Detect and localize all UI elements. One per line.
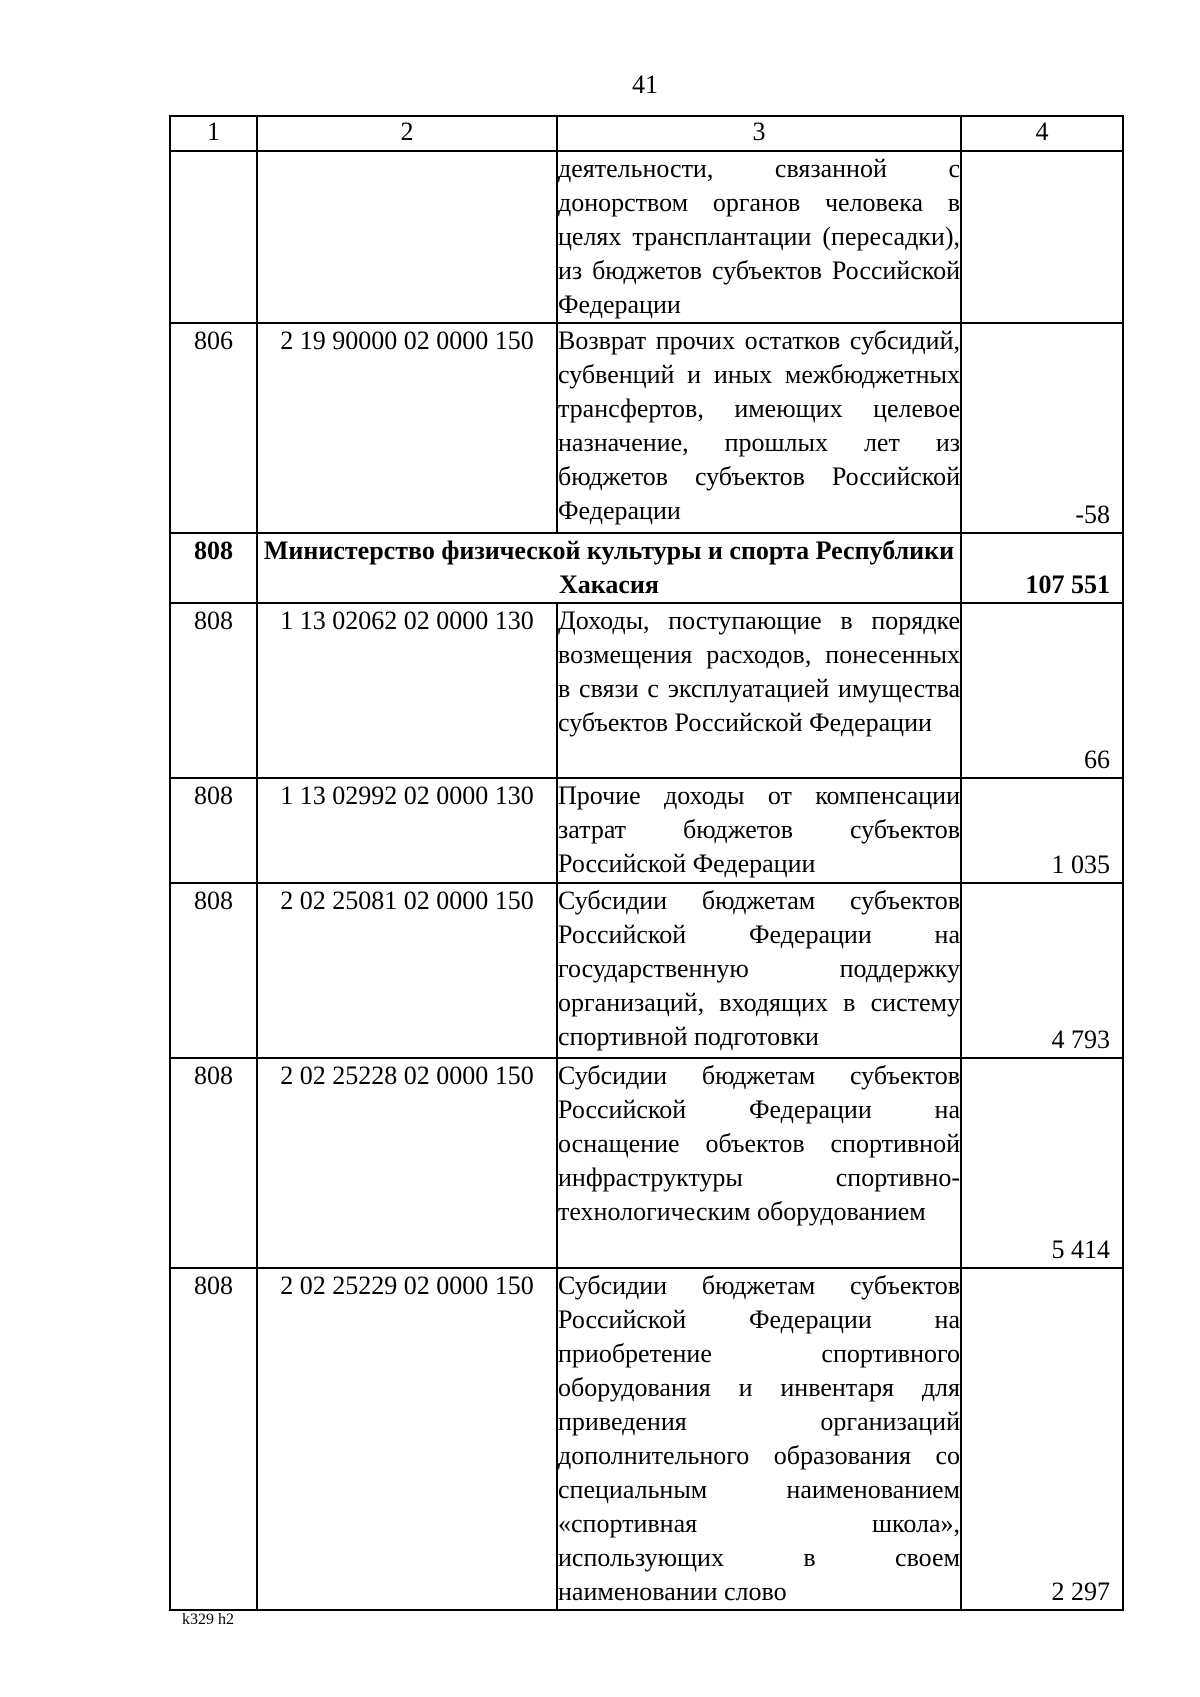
revenue-name: Доходы, поступающие в порядке возмещения расходов, понесенных в связи с эксплуатацией имущества субъектов Российской Федерации <box>557 603 961 778</box>
table-row <box>170 151 1123 323</box>
header-col-4: 4 <box>961 116 1123 151</box>
revenue-name: Прочие доходы от компенсации затрат бюджетов субъектов Российской Федерации <box>557 778 961 883</box>
admin-code: 808 <box>170 603 257 778</box>
table-row <box>170 603 1123 778</box>
amount: -58 <box>961 323 1123 533</box>
ministry-heading-row <box>170 533 1123 603</box>
revenue-table <box>169 115 1124 1611</box>
budget-code: 2 02 25228 02 0000 150 <box>257 1058 557 1268</box>
table-header-row <box>170 116 1123 151</box>
amount: 2 297 <box>961 1268 1123 1610</box>
revenue-name: Субсидии бюджетам субъектов Российской Федерации на оснащение объектов спортивной инфраструктуры спортивно-технологическим оборудованием <box>557 1058 961 1268</box>
revenue-name: Возврат прочих остатков субсидий, субвенций и иных межбюджетных трансфертов, имеющих целевое назначение, прошлых лет из бюджетов субъектов Российской Федерации <box>557 323 961 533</box>
revenue-name: деятельности, связанной с донорством органов человека в целях трансплантации (пересадки), из бюджетов субъектов Российской Федерации <box>557 151 961 323</box>
header-col-3: 3 <box>557 116 961 151</box>
amount: 66 <box>961 603 1123 778</box>
document-footer-code: k329 h2 <box>182 1611 234 1628</box>
table-row <box>170 1268 1123 1610</box>
amount: 4 793 <box>961 883 1123 1058</box>
header-col-1: 1 <box>170 116 257 151</box>
page-number: 41 <box>632 70 658 99</box>
revenue-name: Субсидии бюджетам субъектов Российской Федерации на государственную поддержку организаций, входящих в систему спортивной подготовки <box>557 883 961 1058</box>
amount <box>961 151 1123 323</box>
budget-code: 1 13 02062 02 0000 130 <box>257 603 557 778</box>
admin-code: 806 <box>170 323 257 533</box>
budget-code: 2 02 25081 02 0000 150 <box>257 883 557 1058</box>
budget-code: 1 13 02992 02 0000 130 <box>257 778 557 883</box>
header-col-2: 2 <box>257 116 557 151</box>
amount: 1 035 <box>961 778 1123 883</box>
admin-code: 808 <box>170 1058 257 1268</box>
revenue-name: Субсидии бюджетам субъектов Российской Федерации на приобретение спортивного оборудования и инвентаря для приведения организаций дополнительного образования со специальным наименованием «спортивная школа», использующих в своем наименовании слово <box>557 1268 961 1610</box>
admin-code: 808 <box>170 883 257 1058</box>
budget-code: 2 19 90000 02 0000 150 <box>257 323 557 533</box>
admin-code: 808 <box>170 778 257 883</box>
table-row <box>170 323 1123 533</box>
admin-code: 808 <box>170 1268 257 1610</box>
budget-code: 2 02 25229 02 0000 150 <box>257 1268 557 1610</box>
table-row <box>170 1058 1123 1268</box>
ministry-total: 107 551 <box>961 533 1123 603</box>
admin-code <box>170 151 257 323</box>
admin-code: 808 <box>170 533 257 603</box>
budget-code <box>257 151 557 323</box>
table-row <box>170 778 1123 883</box>
ministry-name: Министерство физической культуры и спорта Республики Хакасия <box>257 533 961 603</box>
table-row <box>170 883 1123 1058</box>
amount: 5 414 <box>961 1058 1123 1268</box>
